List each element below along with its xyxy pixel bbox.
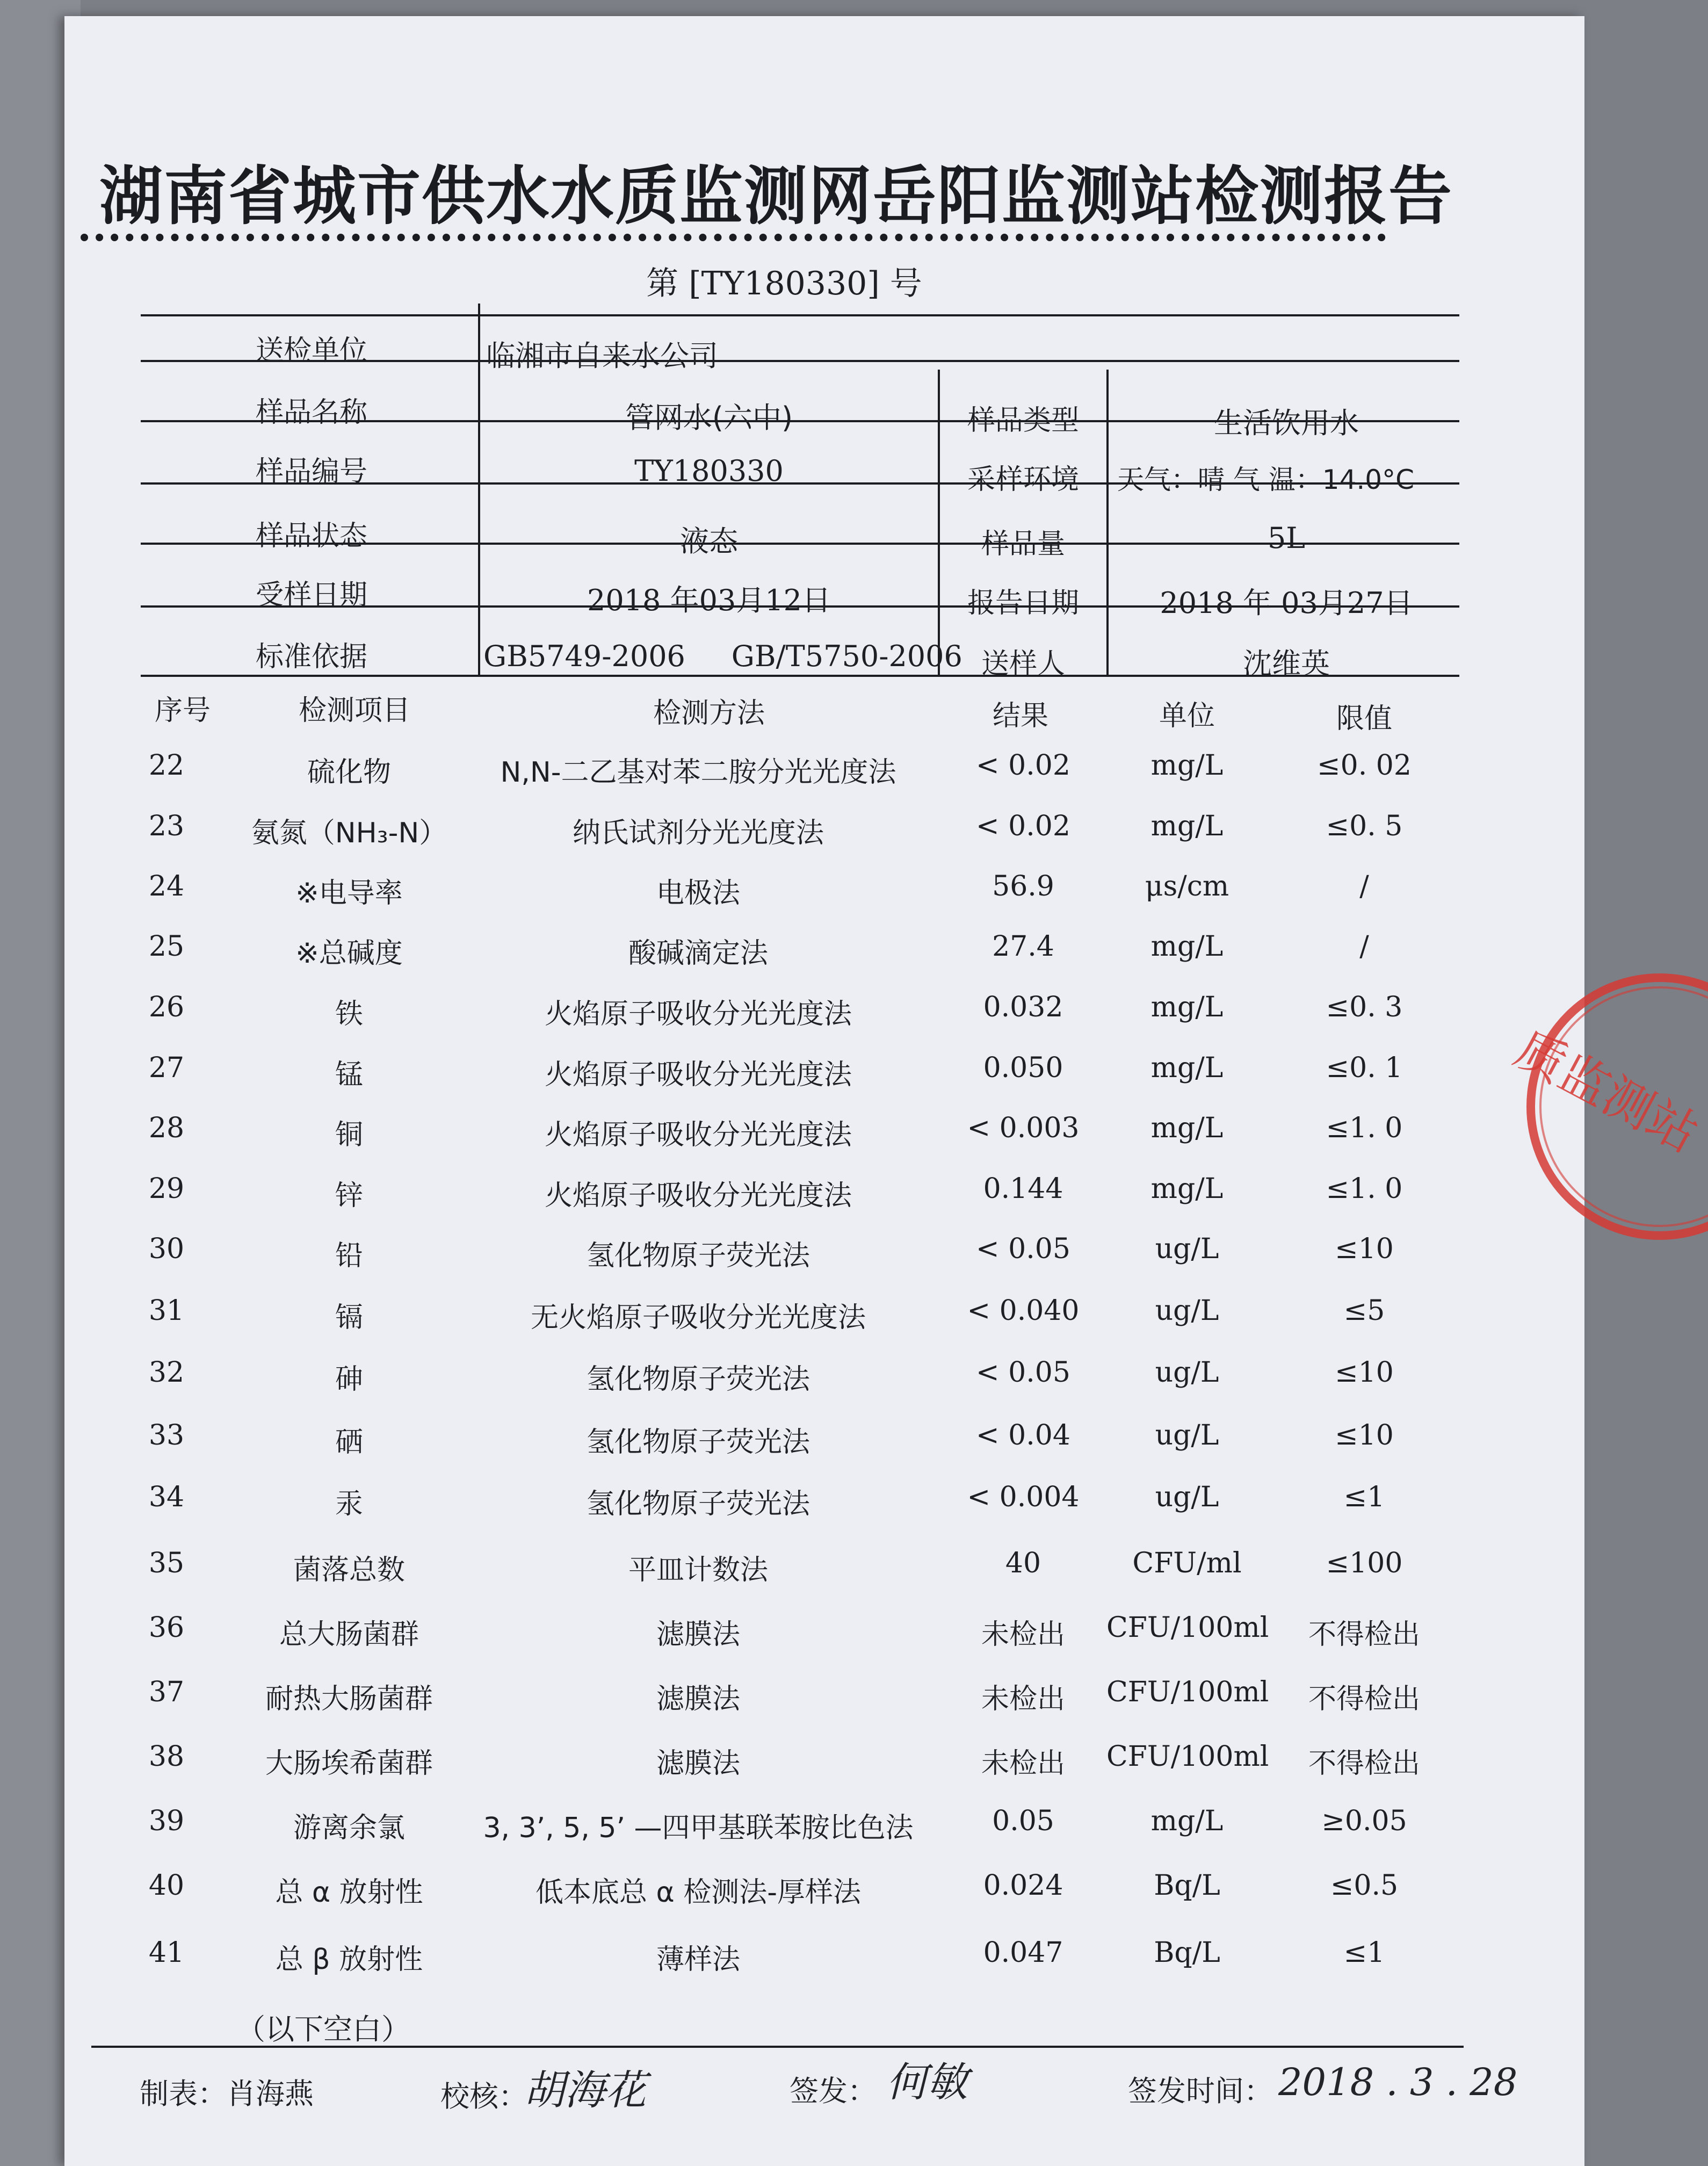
table-row	[0, 930, 1624, 990]
cell-unit: CFU/100ml	[1106, 1612, 1269, 1644]
cell-unit: mg/L	[1150, 1805, 1224, 1837]
cell-method: 3, 3’, 5, 5’ —四甲基联苯胺比色法	[483, 1812, 914, 1844]
cell-unit: mg/L	[1150, 930, 1224, 963]
cell-method: 氢化物原子荧光法	[586, 1488, 810, 1520]
cell-item: 铅	[335, 1240, 363, 1272]
cell-limit: ≤1. 0	[1326, 1173, 1403, 1205]
cell-item: 锌	[335, 1180, 363, 1212]
sample-name-label: 样品名称	[255, 396, 367, 429]
sample-state-value: 液态	[680, 524, 738, 558]
standard-value: GB5749-2006 GB/T5750-2006	[483, 639, 962, 673]
col-header-result: 结果	[992, 700, 1048, 732]
cell-method: 氢化物原子荧光法	[586, 1363, 810, 1396]
sample-type-value: 生活饮用水	[1214, 406, 1359, 440]
sender-label: 送样人	[981, 648, 1065, 680]
cell-limit: 不得检出	[1308, 1683, 1420, 1715]
cell-method: 火焰原子吸收分光光度法	[544, 1180, 852, 1212]
cell-result: < 0.02	[976, 810, 1070, 842]
table-row	[0, 1112, 1624, 1171]
cell-item: 总 β 放射性	[275, 1944, 423, 1976]
sender-value: 沈维英	[1243, 647, 1330, 681]
report-title: 湖南省城市供水水质监测网岳阳监测站检测报告	[99, 159, 1453, 233]
submitting-unit-value: 临湘市自来水公司	[486, 339, 718, 373]
table-column-rule	[938, 370, 940, 677]
cell-result: 未检出	[981, 1748, 1065, 1780]
cell-item: 总大肠菌群	[279, 1619, 419, 1651]
cell-no: 29	[148, 1173, 185, 1205]
cell-limit: 不得检出	[1308, 1748, 1420, 1780]
cell-method: 纳氏试剂分光光度法	[572, 817, 824, 849]
cell-no: 34	[148, 1481, 185, 1513]
cell-result: 0.047	[983, 1937, 1063, 1969]
report-number: 第 [TY180330] 号	[646, 265, 922, 302]
cell-method: 酸碱滴定法	[628, 937, 768, 970]
cell-item: 大肠埃希菌群	[265, 1748, 433, 1780]
cell-limit: ≤0. 3	[1326, 991, 1403, 1023]
issue-time: 2018 . 3 . 28	[1278, 2060, 1518, 2104]
table-row	[0, 1295, 1624, 1354]
cell-no: 28	[148, 1112, 185, 1144]
table-row	[0, 1937, 1624, 1996]
cell-limit: ≤10	[1335, 1356, 1394, 1389]
sample-id-label: 样品编号	[255, 456, 367, 488]
official-stamp	[1482, 967, 1708, 1246]
sample-type-label: 样品类型	[967, 405, 1079, 437]
cell-unit: Bq/L	[1154, 1869, 1220, 1902]
col-header-limit: 限值	[1336, 703, 1392, 735]
cell-result: 0.144	[983, 1173, 1063, 1205]
sampling-env-value: 天气：晴 气 温：14.0°C	[1117, 464, 1415, 495]
cell-no: 33	[148, 1419, 185, 1452]
table-row	[0, 1869, 1624, 1929]
title-divider	[81, 234, 1386, 241]
cell-method: 火焰原子吸收分光光度法	[544, 1059, 852, 1091]
cell-item: 耐热大肠菌群	[265, 1683, 433, 1715]
cell-no: 30	[148, 1233, 185, 1265]
cell-no: 22	[148, 749, 185, 782]
cell-no: 31	[148, 1295, 185, 1327]
cell-no: 24	[148, 870, 185, 902]
cell-result: 0.050	[983, 1052, 1063, 1084]
cell-no: 37	[148, 1676, 185, 1708]
cell-item: 锰	[335, 1059, 363, 1091]
cell-unit: ug/L	[1155, 1356, 1219, 1389]
cell-result: < 0.003	[967, 1112, 1080, 1144]
cell-no: 40	[148, 1869, 185, 1902]
table-row	[0, 1233, 1624, 1292]
cell-unit: CFU/100ml	[1106, 1741, 1269, 1773]
cell-limit: ≤1	[1343, 1937, 1385, 1969]
table-row	[0, 1173, 1624, 1232]
cell-unit: CFU/ml	[1132, 1547, 1242, 1579]
sample-state-label: 样品状态	[255, 520, 367, 552]
table-row	[0, 1356, 1624, 1416]
table-row	[0, 1419, 1624, 1478]
table-row	[0, 1741, 1624, 1800]
cell-result: 未检出	[981, 1683, 1065, 1715]
cell-result: 27.4	[992, 930, 1054, 963]
issue-time-label: 签发时间：	[1128, 2074, 1273, 2108]
cell-limit: ≤100	[1326, 1547, 1403, 1579]
cell-result: < 0.05	[976, 1356, 1070, 1389]
cell-method: 无火焰原子吸收分光光度法	[530, 1302, 866, 1334]
submitting-unit-label: 送检单位	[255, 335, 367, 367]
cell-method: 滤膜法	[656, 1748, 740, 1780]
table-rule	[141, 314, 1459, 316]
cell-unit: ug/L	[1155, 1419, 1219, 1452]
cell-unit: ug/L	[1155, 1295, 1219, 1327]
cell-result: < 0.040	[967, 1295, 1080, 1327]
table-row	[0, 1547, 1624, 1606]
cell-unit: mg/L	[1150, 1052, 1224, 1084]
cell-method: 氢化物原子荧光法	[586, 1426, 810, 1459]
cell-result: 56.9	[992, 870, 1054, 902]
cell-result: 0.024	[983, 1869, 1063, 1902]
cell-item: 砷	[335, 1363, 363, 1396]
cell-limit: ≤1. 0	[1326, 1112, 1403, 1144]
checked-signature: 胡海花	[524, 2066, 646, 2114]
cell-limit: ≤10	[1335, 1419, 1394, 1452]
received-date-label: 受样日期	[255, 579, 367, 611]
cell-no: 39	[148, 1805, 185, 1837]
sample-id-value: TY180330	[634, 454, 784, 488]
cell-method: 电极法	[656, 877, 740, 909]
cell-limit: ≤0. 1	[1326, 1052, 1403, 1084]
cell-item: 铁	[335, 998, 363, 1030]
cell-method: 滤膜法	[656, 1619, 740, 1651]
cell-no: 23	[148, 810, 185, 842]
cell-item: 游离余氯	[293, 1812, 405, 1844]
cell-unit: Bq/L	[1154, 1937, 1220, 1969]
cell-method: 滤膜法	[656, 1683, 740, 1715]
cell-result: 未检出	[981, 1619, 1065, 1651]
standard-label: 标准依据	[255, 641, 367, 673]
cell-unit: mg/L	[1150, 749, 1224, 782]
checked-by-label: 校核：	[440, 2080, 527, 2113]
cell-item: 菌落总数	[293, 1554, 405, 1586]
cell-item: ※总碱度	[295, 937, 403, 970]
cell-limit: ≤10	[1335, 1233, 1394, 1265]
sample-qty-label: 样品量	[981, 528, 1065, 560]
cell-unit: mg/L	[1150, 991, 1224, 1023]
cell-method: 薄样法	[656, 1944, 740, 1976]
sample-name-value: 管网水(六中)	[625, 401, 793, 435]
cell-unit: ug/L	[1155, 1233, 1219, 1265]
col-header-no: 序号	[154, 695, 211, 727]
cell-unit: mg/L	[1150, 810, 1224, 842]
issued-signature: 何敏	[886, 2058, 968, 2106]
cell-item: 总 α 放射性	[275, 1876, 423, 1909]
cell-limit: ≤5	[1343, 1295, 1385, 1327]
cell-result: 0.032	[983, 991, 1063, 1023]
table-row	[0, 1676, 1624, 1735]
cell-method: 平皿计数法	[628, 1554, 768, 1586]
cell-unit: CFU/100ml	[1106, 1676, 1269, 1708]
cell-method: N,N-二乙基对苯二胺分光光度法	[500, 756, 896, 789]
cell-limit: ≥0.05	[1321, 1805, 1407, 1837]
cell-limit: ≤0. 02	[1317, 749, 1412, 782]
table-row	[0, 870, 1624, 929]
cell-result: 40	[1005, 1547, 1041, 1579]
cell-method: 火焰原子吸收分光光度法	[544, 1119, 852, 1151]
col-header-method: 检测方法	[653, 697, 765, 730]
stamp-text: 质监测站	[1506, 1020, 1707, 1164]
prepared-label: 制表：	[140, 2077, 227, 2111]
cell-item: 汞	[335, 1488, 363, 1520]
cell-no: 38	[148, 1741, 185, 1773]
cell-result: < 0.02	[976, 749, 1070, 782]
cell-limit: ≤1	[1343, 1481, 1385, 1513]
sample-qty-value: 5L	[1267, 521, 1306, 555]
cell-limit: /	[1359, 930, 1369, 963]
table-row	[0, 1052, 1624, 1111]
cell-limit: ≤0. 5	[1326, 810, 1403, 842]
cell-item: 氨氮（NH₃-N）	[251, 817, 447, 849]
prepared-name: 肖海燕	[227, 2077, 314, 2111]
cell-no: 27	[148, 1052, 185, 1084]
cell-no: 35	[148, 1547, 185, 1579]
cell-method: 火焰原子吸收分光光度法	[544, 998, 852, 1030]
cell-unit: μs/cm	[1145, 870, 1229, 902]
cell-limit: ≤0.5	[1330, 1869, 1399, 1902]
cell-no: 36	[148, 1612, 185, 1644]
cell-item: 硫化物	[307, 756, 391, 789]
footer-rule	[91, 2046, 1464, 2048]
cell-method: 氢化物原子荧光法	[586, 1240, 810, 1272]
cell-no: 32	[148, 1356, 185, 1389]
cell-item: ※电导率	[295, 877, 403, 909]
report-date-value: 2018 年 03月27日	[1160, 586, 1413, 620]
cell-result: < 0.05	[976, 1233, 1070, 1265]
cell-item: 铜	[335, 1119, 363, 1151]
cell-unit: mg/L	[1150, 1173, 1224, 1205]
received-date-value: 2018 年03月12日	[587, 583, 831, 617]
table-row	[0, 1612, 1624, 1671]
table-column-rule	[478, 304, 480, 677]
prepared-by	[140, 2071, 314, 2112]
cell-limit: 不得检出	[1308, 1619, 1420, 1651]
blank-note: （以下空白）	[236, 2012, 410, 2046]
cell-method: 低本底总 α 检测法-厚样法	[535, 1876, 862, 1909]
report-date-label: 报告日期	[967, 587, 1079, 619]
cell-result: 0.05	[992, 1805, 1054, 1837]
cell-no: 41	[148, 1937, 185, 1969]
issued-by-label: 签发：	[790, 2074, 877, 2108]
table-row	[0, 810, 1624, 869]
col-header-item: 检测项目	[298, 695, 410, 727]
cell-limit: /	[1359, 870, 1369, 902]
cell-item: 硒	[335, 1426, 363, 1459]
table-column-rule	[1106, 370, 1109, 677]
cell-unit: ug/L	[1155, 1481, 1219, 1513]
table-row	[0, 1481, 1624, 1540]
cell-item: 镉	[335, 1302, 363, 1334]
cell-no: 25	[148, 930, 185, 963]
cell-result: < 0.004	[967, 1481, 1080, 1513]
sampling-env-label: 采样环境	[967, 464, 1079, 496]
cell-no: 26	[148, 991, 185, 1023]
cell-unit: mg/L	[1150, 1112, 1224, 1144]
table-row	[0, 749, 1624, 808]
table-row	[0, 1805, 1624, 1864]
col-header-unit: 单位	[1159, 700, 1215, 732]
table-row	[0, 991, 1624, 1050]
cell-result: < 0.04	[976, 1419, 1070, 1452]
